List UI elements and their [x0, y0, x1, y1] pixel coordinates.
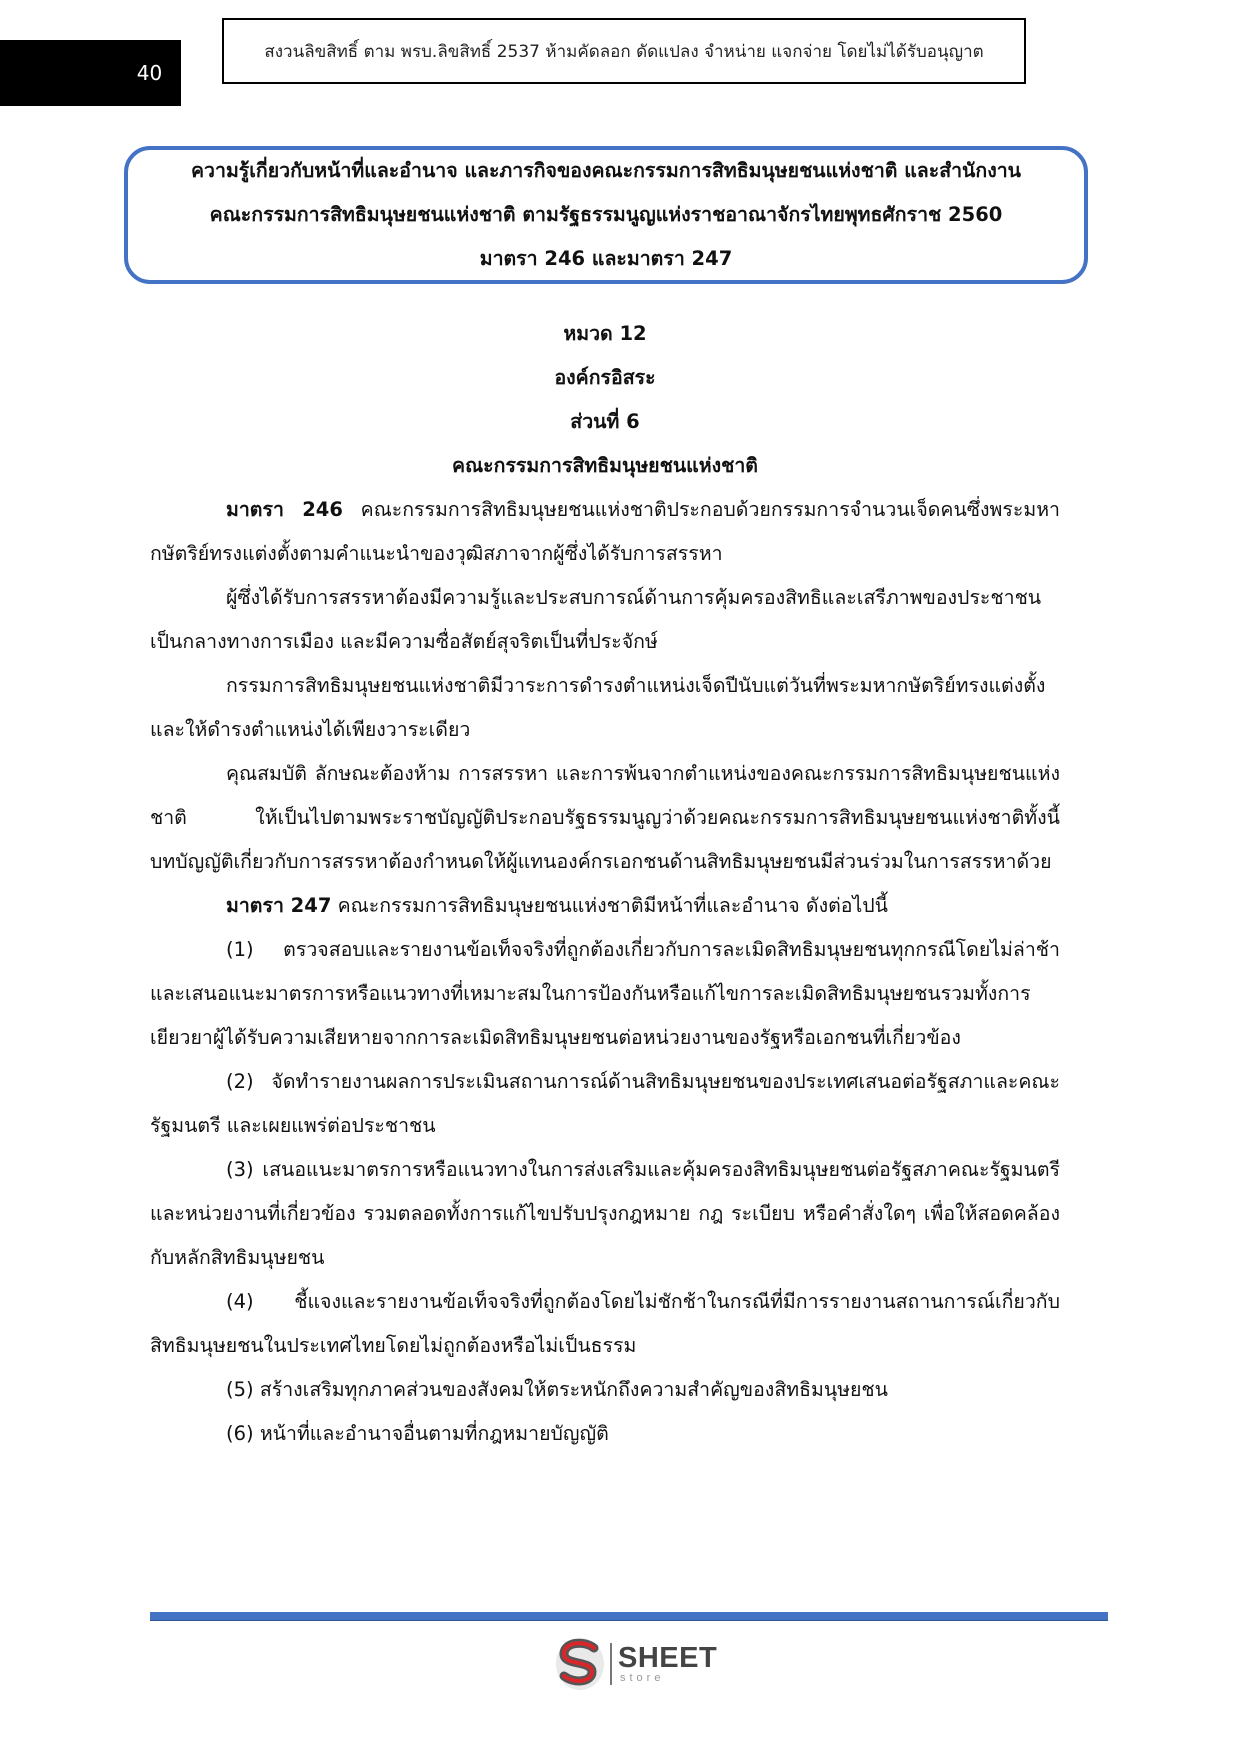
copyright-notice: สงวนลิขสิทธิ์ ตาม พรบ.ลิขสิทธิ์ 2537 ห้ามคัดลอก ดัดแปลง จำหน่าย แจกจ่าย โดยไม่ได้รับอนุญาต: [264, 41, 984, 62]
paragraph-section-246: [150, 488, 1060, 576]
sheet-store-s-icon: [554, 1636, 606, 1692]
logo-word: SHEET: [618, 1642, 718, 1674]
logo-separator: [610, 1643, 612, 1685]
part-heading: ส่วนที่ 6: [570, 410, 640, 433]
section-headings: [150, 312, 1060, 488]
logo-subword: store: [620, 1672, 665, 1684]
section-text-247: คณะกรรมการสิทธิมนุษยชนแห่งชาติมีหน้าที่และอำนาจ ดังต่อไปนี้: [331, 894, 888, 917]
logo-text: [618, 1644, 717, 1684]
duty-item-5: (5) สร้างเสริมทุกภาคส่วนของสังคมให้ตระหนักถึงความสำคัญของสิทธิมนุษยชน: [226, 1378, 889, 1401]
paragraph-selection: คุณสมบัติ ลักษณะต้องห้าม การสรรหา และการพ้นจากตำแหน่งของคณะกรรมการสิทธิมนุษยชนแห่งชาติ ให้เป็นไปตามพระราชบัญญัติประกอบรัฐธรรมนูญว่าด้วยคณะกรรมการสิทธิมนุษยชนแห่งชาติทั้งนี้ บทบัญญัติเกี่ยวกับการสรรหาต้องกำหนดให้ผู้แทนองค์กรเอกชนด้านสิทธิมนุษยชนมีส่วนร่วมในการสรรหาด้วย: [150, 762, 1060, 873]
duty-item-3: (3) เสนอแนะมาตรการหรือแนวทางในการส่งเสริมและคุ้มครองสิทธิมนุษยชนต่อรัฐสภาคณะรัฐมนตรี และหน่วยงานที่เกี่ยวข้อง รวมตลอดทั้งการแก้ไขปรับปรุงกฎหมาย กฎ ระเบียบ หรือคำสั่งใดๆ เพื่อให้สอดคล้องกับหลักสิทธิมนุษยชน: [150, 1158, 1060, 1269]
paragraph-section-247: [150, 884, 1060, 928]
copyright-notice-box: [222, 18, 1026, 84]
chapter-name: องค์กรอิสระ: [554, 366, 656, 389]
duty-item-2: (2) จัดทำรายงานผลการประเมินสถานการณ์ด้านสิทธิมนุษยชนของประเทศเสนอต่อรัฐสภาและคณะรัฐมนตรี และเผยแพร่ต่อประชาชน: [150, 1070, 1060, 1137]
duty-item-1: (1) ตรวจสอบและรายงานข้อเท็จจริงที่ถูกต้องเกี่ยวกับการละเมิดสิทธิมนุษยชนทุกกรณีโดยไม่ล่าช้าและเสนอแนะมาตรการหรือแนวทางที่เหมาะสมในการป้องกันหรือแก้ไขการละเมิดสิทธิมนุษยชนรวมทั้งการเยียวยาผู้ได้รับความเสียหายจากการละเมิดสิทธิมนุษยชนต่อหน่วยงานของรัฐหรือเอกชนที่เกี่ยวข้อง: [150, 938, 1060, 1049]
chapter-heading: หมวด 12: [563, 322, 647, 345]
paragraph-term: กรรมการสิทธิมนุษยชนแห่งชาติมีวาระการดำรงตำแหน่งเจ็ดปีนับแต่วันที่พระมหากษัตริย์ทรงแต่งตั้ง และให้ดำรงตำแหน่งได้เพียงวาระเดียว: [150, 674, 1046, 741]
body-text: [150, 488, 1060, 1456]
title-line-3: มาตรา 246 และมาตรา 247: [479, 247, 733, 270]
page-number-block: [0, 40, 181, 106]
page-number: 40: [136, 61, 163, 85]
paragraph-qualifications: ผู้ซึ่งได้รับการสรรหาต้องมีความรู้และประสบการณ์ด้านการคุ้มครองสิทธิและเสรีภาพของประชาชนเป็นกลางทางการเมือง และมีความซื่อสัตย์สุจริตเป็นที่ประจักษ์: [150, 586, 1042, 653]
title-line-2: คณะกรรมการสิทธิมนุษยชนแห่งชาติ ตามรัฐธรรมนูญแห่งราชอาณาจักรไทยพุทธศักราช 2560: [209, 203, 1003, 226]
title-line-1: ความรู้เกี่ยวกับหน้าที่และอำนาจ และภารกิจของคณะกรรมการสิทธิมนุษยชนแห่งชาติ และสำนักงาน: [191, 159, 1021, 182]
section-label-247: มาตรา 247: [226, 894, 332, 917]
footer-divider: [150, 1612, 1108, 1621]
title-box: [124, 146, 1088, 284]
duty-item-6: (6) หน้าที่และอำนาจอื่นตามที่กฎหมายบัญญัติ: [226, 1422, 609, 1445]
sheet-store-logo: [554, 1636, 717, 1692]
part-name: คณะกรรมการสิทธิมนุษยชนแห่งชาติ: [452, 454, 758, 477]
duty-item-4: (4) ชี้แจงและรายงานข้อเท็จจริงที่ถูกต้องโดยไม่ชักช้าในกรณีที่มีการรายงานสถานการณ์เกี่ยวกับสิทธิมนุษยชนในประเทศไทยโดยไม่ถูกต้องหรือไม่เป็นธรรม: [150, 1290, 1060, 1357]
section-text-246: คณะกรรมการสิทธิมนุษยชนแห่งชาติประกอบด้วยกรรมการจำนวนเจ็ดคนซึ่งพระมหากษัตริย์ทรงแต่งตั้งตามคำแนะนำของวุฒิสภาจากผู้ซึ่งได้รับการสรรหา: [150, 498, 1060, 565]
section-label-246: มาตรา 246: [226, 498, 343, 521]
